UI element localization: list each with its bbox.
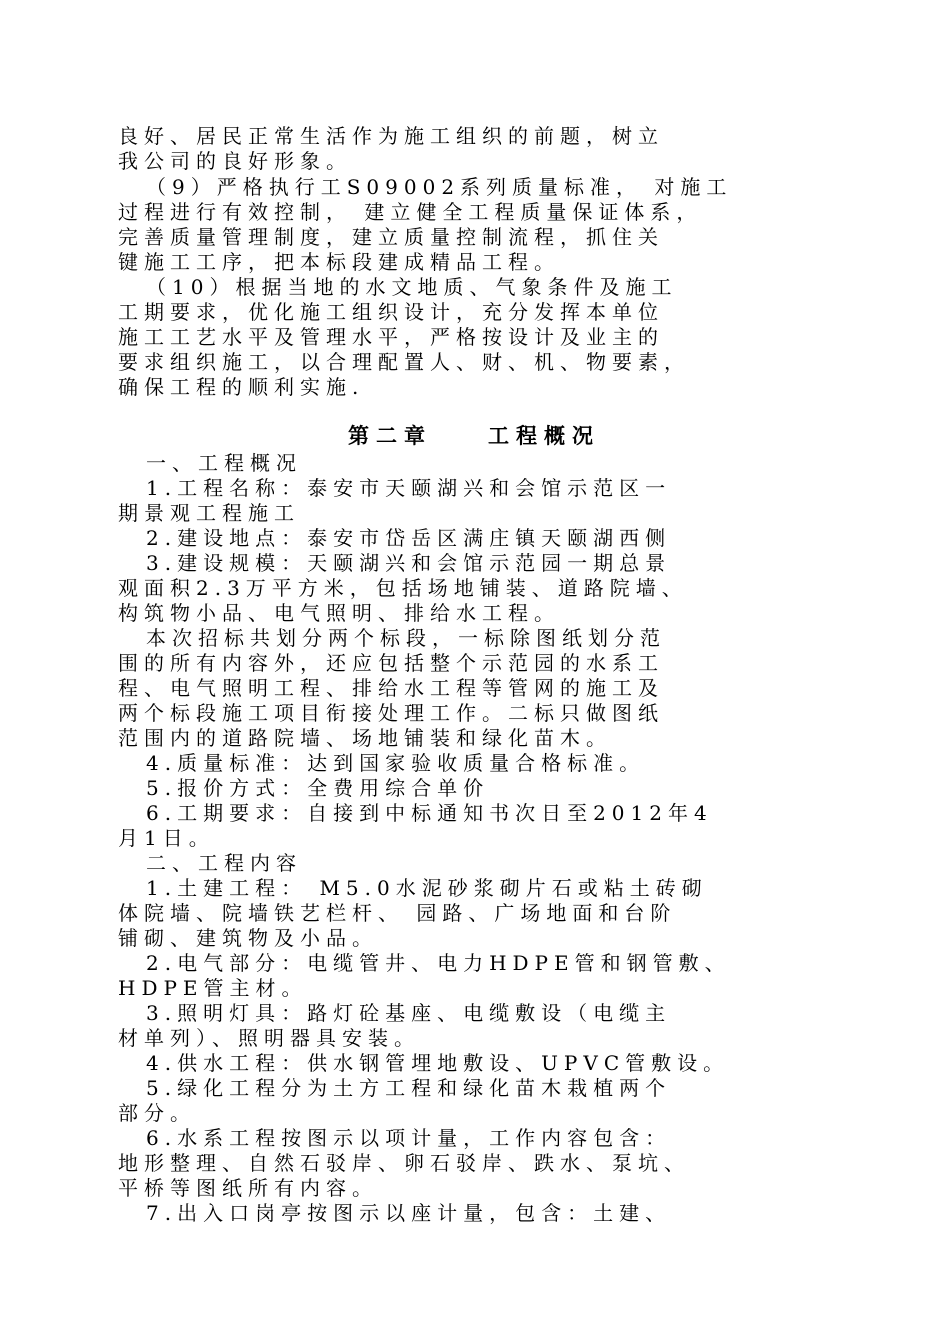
text-line: 观面积2.3万平方米，包括场地铺装、道路院墙、 <box>118 576 688 600</box>
text-line: 1.工程名称：泰安市天颐湖兴和会馆示范区一 <box>146 476 672 500</box>
section-heading: 一、工程概况 <box>146 451 302 475</box>
text-line: 月1日。 <box>118 826 215 850</box>
chapter-title: 工程概况 <box>488 423 600 448</box>
text-line: 2.建设地点：泰安市岱岳区满庄镇天颐湖西侧 <box>146 526 672 550</box>
text-line: 平桥等图纸所有内容。 <box>118 1176 378 1200</box>
text-line: 2.电气部分：电缆管井、电力HDPE管和钢管敷、 <box>146 951 731 975</box>
text-line: 3.建设规模：天颐湖兴和会馆示范园一期总景 <box>146 551 672 575</box>
text-line: 两个标段施工项目衔接处理工作。二标只做图纸 <box>118 701 664 725</box>
text-line: 本次招标共划分两个标段，一标除图纸划分范 <box>146 626 666 650</box>
text-line: 体院墙、院墙铁艺栏杆、 园路、广场地面和台阶 <box>118 901 677 925</box>
text-line: 部分。 <box>118 1101 196 1125</box>
text-line: 1.土建工程： M5.0水泥砂浆砌片石或粘土砖砌 <box>146 876 708 900</box>
text-line: 地形整理、自然石驳岸、卵石驳岸、跌水、泵坑、 <box>118 1151 690 1175</box>
text-line: 确保工程的顺利实施. <box>118 375 365 399</box>
chapter-number: 第二章 <box>348 423 432 448</box>
text-line: （10）根据当地的水文地质、气象条件及施工 <box>146 275 678 299</box>
text-line: 键施工工序，把本标段建成精品工程。 <box>118 250 560 274</box>
text-line: 完善质量管理制度，建立质量控制流程，抓住关 <box>118 225 664 249</box>
text-line: 3.照明灯具：路灯砼基座、电缆敷设（电缆主 <box>146 1001 672 1025</box>
text-line: 我公司的良好形象。 <box>118 149 352 173</box>
text-line: 施工工艺水平及管理水平，严格按设计及业主的 <box>118 325 664 349</box>
text-line: 4.质量标准：达到国家验收质量合格标准。 <box>146 751 646 775</box>
chapter-heading <box>118 423 830 449</box>
text-line: 过程进行有效控制， 建立健全工程质量保证体系， <box>118 200 703 224</box>
text-line: 6.工期要求：自接到中标通知书次日至2012年4 <box>146 801 713 825</box>
text-line: 工期要求，优化施工组织设计，充分发挥本单位 <box>118 300 664 324</box>
text-line: 良好、居民正常生活作为施工组织的前题，树立 <box>118 124 664 148</box>
text-line: 4.供水工程：供水钢管埋地敷设、UPVC管敷设。 <box>146 1051 730 1075</box>
text-line: 铺砌、建筑物及小品。 <box>118 926 378 950</box>
text-line: 要求组织施工，以合理配置人、财、机、物要素， <box>118 350 690 374</box>
text-line: 材单列）、照明器具安装。 <box>118 1026 420 1050</box>
text-line: HDPE管主材。 <box>118 976 308 1000</box>
text-line: 范围内的道路院墙、场地铺装和绿化苗木。 <box>118 726 612 750</box>
text-line: 5.报价方式：全费用综合单价 <box>146 776 490 800</box>
text-line: 7.出入口岗亭按图示以座计量，包含：土建、 <box>146 1201 672 1225</box>
section-heading: 二、工程内容 <box>146 851 302 875</box>
text-line: 6.水系工程按图示以项计量，工作内容包含： <box>146 1126 672 1150</box>
text-line: 构筑物小品、电气照明、排给水工程。 <box>118 601 560 625</box>
text-line: （9）严格执行工S09002系列质量标准， 对施工 <box>146 175 733 199</box>
text-line: 围的所有内容外，还应包括整个示范园的水系工 <box>118 651 664 675</box>
text-line: 程、电气照明工程、排给水工程等管网的施工及 <box>118 676 664 700</box>
text-line: 5.绿化工程分为土方工程和绿化苗木栽植两个 <box>146 1076 672 1100</box>
text-line: 期景观工程施工 <box>118 501 300 525</box>
